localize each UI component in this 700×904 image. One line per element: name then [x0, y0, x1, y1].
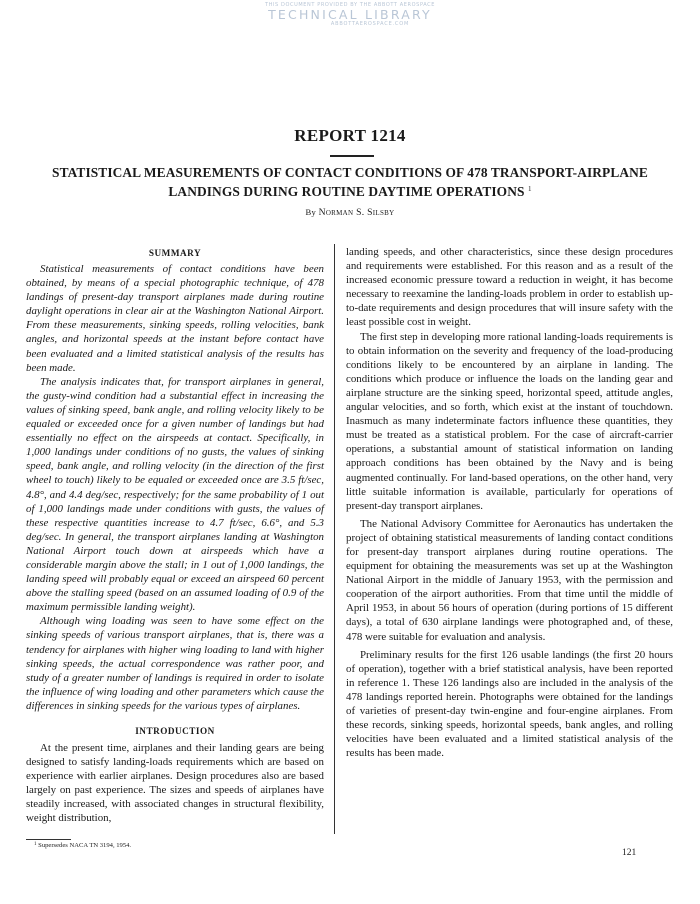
column-divider: [334, 244, 335, 834]
right-column: [346, 245, 673, 760]
byline-prefix: By: [305, 207, 317, 217]
title-rule: [330, 155, 374, 157]
watermark-library-title: TECHNICAL LIBRARY: [268, 7, 432, 22]
byline: [0, 207, 700, 218]
paper-title-text: STATISTICAL MEASUREMENTS OF CONTACT CONDITIONS OF 478 TRANSPORT-AIRPLANE LANDINGS DURING ROUTINE DAYTIME OPERATIONS: [52, 165, 648, 199]
watermark-provider-line: THIS DOCUMENT PROVIDED BY THE ABBOTT AEROSPACE: [264, 2, 436, 8]
footnote-rule: [26, 839, 71, 840]
introduction-continuation: landing speeds, and other characteristics, since these design procedures and requirements were established. For this reason and as a result of the increased economic pressure toward a reduction in weight, it has become necessary to reexamine the landing-loads problem in order to establish up-to-date requirements and design procedures that will insure safety with the least possible cost in weight.: [346, 246, 673, 329]
footnote: [34, 842, 131, 849]
introduction-paragraph: The first step in developing more rational landing-loads requirements is to obtain information on the severity and frequency of the load-producing conditions likely to be encountered by an airplane in landing. The conditions which produce or influence the loads on the landing gear and airplane structure are the sinking speed, horizontal speed, attitude angles, angular velocities, and so forth, which exist at the instant of touchdown. Inasmuch as many indeterminate factors influence these quantities, they must be treated as a statistical problem. For the case of aircraft-carrier operations, a substantial amount of statistical information on landing approach conditions has been obtained by the Navy and is being augmented continually. For land-based operations, on the other hand, very little suitable information is available, particularly for operations of present-day transport airplanes.: [346, 330, 673, 512]
watermark-url: ABBOTTAEROSPACE.COM: [330, 21, 410, 27]
summary-paragraph: The analysis indicates that, for transport airplanes in general, the gusty-wind condition had a substantial effect in increasing the values of sinking speed, bank angle, and rolling velocity likely to be equaled or exceeded once for a given number of landings but had essentially no effect on the airspeeds at contact. Specifically, in 1,000 landings under conditions of no gusts, the values of sinking speed, bank angle, and rolling velocity (in the direction of the first wheel to touch) likely to be equaled or exceeded once are 3.5 ft/sec, 4.8°, and 4.4 deg/sec, respectively; for the same probability of 1 out of 1,000 landings made under conditions with gusts, the values of these respective quantities increase to 4.7 ft/sec, 6.6°, and 5.3 deg/sec. In general, the transport airplanes landing at Washington National Airport touch down at airspeeds which have a considerable margin above the stall; in 1 out of 1,000 landings, the landing speed will probably equal or exceed an airspeed 60 percent above the stalling speed (based on an assumed loading of 0.9 of the maximum permissible landing weight).: [26, 375, 324, 614]
footnote-text: Supersedes NACA TN 3194, 1954.: [38, 842, 132, 849]
paper-title: [18, 165, 682, 200]
left-column: [26, 246, 324, 826]
summary-section: [26, 246, 324, 713]
watermark: [0, 2, 700, 28]
introduction-paragraph: Preliminary results for the first 126 usable landings (the first 20 hours of operation), together with a brief statistical analysis, have been reported in reference 1. These 126 landings also are included in the analysis of the 478 landings reported herein. Photographs were obtained for the landings of varieties of present-day twin-engine and four-engine airplanes. From these records, sinking speeds, horizontal speeds, bank angles, and rolling velocities have been evaluated and a limited statistical analysis of the results has been made.: [346, 648, 673, 760]
summary-paragraph: Although wing loading was seen to have some effect on the sinking speeds of various transport airplanes, that is, there was a tendency for airplanes with higher wing loading to land with higher sinking speeds, the actual correspondence was rather poor, and study of a greater number of landings is required in order to isolate the influence of wing loading and other parameters which cause the differences in sinking speeds for the various types of airplanes.: [26, 615, 324, 712]
summary-paragraph: Statistical measurements of contact conditions have been obtained, by means of a special photographic technique, of 478 landings of present-day transport airplanes made during routine daylight operations in clear air at the Washington National Airport. From these measurements, sinking speeds, rolling velocities, bank angles, and horizontal speeds at the instant before contact have been evaluated and a limited statistical analysis of the results has been made.: [26, 263, 324, 374]
introduction-paragraph: The National Advisory Committee for Aeronautics has undertaken the project of obtaining statistical measurements of landing contact conditions for present-day transport airplanes during routine operations. The equipment for obtaining the measurements was set up at the Washington National Airport in the middle of January 1953, with the permission and cooperation of the airport authorities. From that time until the middle of April 1953, in about 56 hours of operation (during portions of 15 different days), a total of 630 airplane landings were photographed and, of these, 478 were suitable for evaluation and analysis.: [346, 517, 673, 643]
report-number: REPORT 1214: [294, 126, 406, 145]
introduction-paragraph: At the present time, airplanes and their landing gears are being designed to satisfy landing-loads requirements which are based on experience with earlier airplanes. Design procedures also are based largely on past experience. The sizes and speeds of airplanes have steadily increased, with associated changes in structural flexibility, weight distribution,: [26, 742, 324, 825]
summary-heading: SUMMARY: [148, 248, 202, 258]
footnote-mark: 1: [34, 842, 37, 847]
page-number: 121: [622, 848, 637, 858]
author-name: Norman S. Silsby: [318, 207, 395, 218]
title-footnote-mark: 1: [527, 185, 532, 193]
introduction-heading: INTRODUCTION: [135, 726, 215, 736]
